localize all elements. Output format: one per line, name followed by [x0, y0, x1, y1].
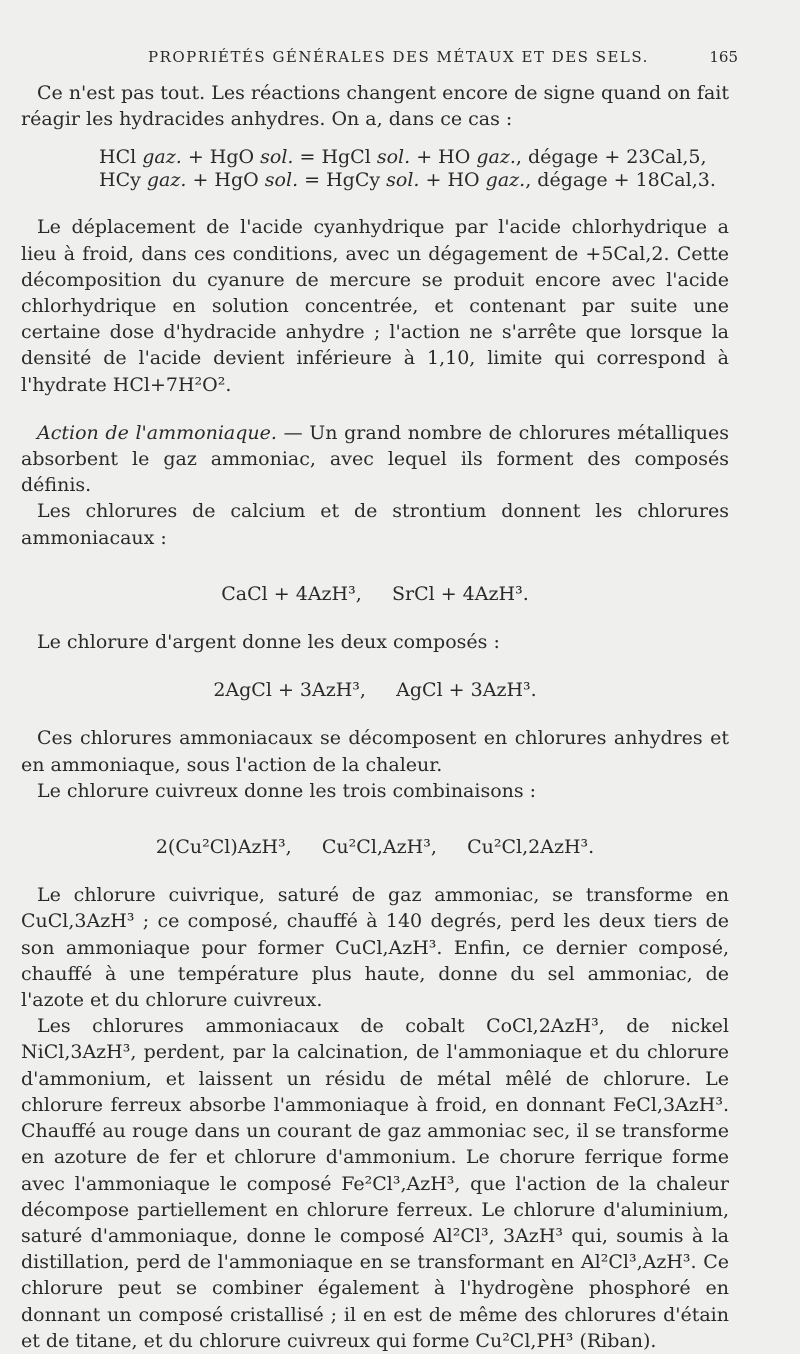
paragraph-cobalt-nickel: Les chlorures ammoniacaux de cobalt CoCl,2AzH³, de nickel NiCl,3AzH³, perdent, par la calcination, de l'ammoniaque et du chlorure d'ammonium, et laissent un résidu de métal mêlé de chlorure. Le chlorure ferreux absorbe l'ammoniaque à froid, en donnant FeCl,3AzH³. Chauffé au rouge dans un courant de gaz ammoniac sec, il se transforme en azoture de fer et chlorure d'ammonium. Le chorure ferrique forme avec l'ammoniaque le composé Fe²Cl³,AzH³, que l'action de la chaleur décompose partiellement en chlorure ferreux. Le chlorure d'aluminium, saturé d'ammoniaque, donne le composé Al²Cl³, 3AzH³ qui, soumis à la distillation, perd de l'ammoniaque en se transformant en Al²Cl³,AzH³. Ce chlorure peut se combiner également à l'hydrogène phosphoré en donnant un composé cristallisé ; il en est de même des chlorures d'étain et de titane, et du chlorure cuivreux qui forme Cu²Cl,PH³ (Riban).: [21, 1015, 729, 1352]
paragraph-silver: Le chlorure d'argent donne les deux composés :: [37, 631, 500, 654]
paragraph-ammonia: Action de l'ammoniaque. — Un grand nombre de chlorures métalliques absorbent le gaz ammoniac, avec lequel ils forment des composés définis.: [21, 421, 729, 497]
paragraph-cyanide: Le déplacement de l'acide cyanhydrique par l'acide chlorhydrique a lieu à froid, dans ces conditions, avec un dégagement de +5Cal,2. Cette décomposition du cyanure de mercure se produit encore avec l'acide chlorhydrique en solution concentrée, et contenant par suite une certaine dose d'hydracide anhydre ; l'action ne s'arrête que lorsque la densité de l'acide devient inférieure à 1,10, limite qui correspond à l'hydrate HCl+7H²O².: [21, 216, 729, 396]
running-title: PROPRIÉTÉS GÉNÉRALES DES MÉTAUX ET DES SELS.: [148, 48, 649, 66]
formula-silver: 2AgCl + 3AzH³, AgCl + 3AzH³.: [213, 679, 537, 702]
formula-cuprous: 2(Cu²Cl)AzH³, Cu²Cl,AzH³, Cu²Cl,2AzH³.: [155, 836, 595, 859]
paragraph-calcium: Les chlorures de calcium et de strontium donnent les chlorures ammoniacaux :: [21, 500, 729, 549]
paragraph-cuprous: Le chlorure cuivreux donne les trois combinaisons :: [37, 779, 537, 802]
paragraph-cupric: Le chlorure cuivrique, saturé de gaz ammoniac, se transforme en CuCl,3AzH³ ; ce composé, chauffé à 140 degrés, perd les deux tiers de son ammoniaque pour former CuCl,AzH³. Enfin, ce dernier composé, chauffé à une température plus haute, donne du sel ammoniac, de l'azote et du chlorure cuivreux.: [21, 884, 729, 1012]
section-title: Action de l'ammoniaque.: [37, 421, 277, 444]
formula-calcium-strontium: CaCl + 4AzH³, SrCl + 4AzH³.: [221, 582, 529, 605]
running-header: [148, 48, 738, 72]
equation-hcl: HCl gaz. + HgO sol. = HgCl sol. + HO gaz., dégage + 23Cal,5,: [99, 146, 707, 169]
equation-hcy: HCy gaz. + HgO sol. = HgCy sol. + HO gaz., dégage + 18Cal,3.: [99, 169, 716, 192]
paragraph-decompose: Ces chlorures ammoniacaux se décomposent en chlorures anhydres et en ammoniaque, sous l'action de la chaleur.: [21, 727, 729, 776]
page-number: 165: [709, 48, 738, 66]
paragraph-intro: Ce n'est pas tout. Les réactions changent encore de signe quand on fait réagir les hydracides anhydres. On a, dans ce cas :: [21, 82, 729, 131]
page-body: [21, 80, 729, 1354]
